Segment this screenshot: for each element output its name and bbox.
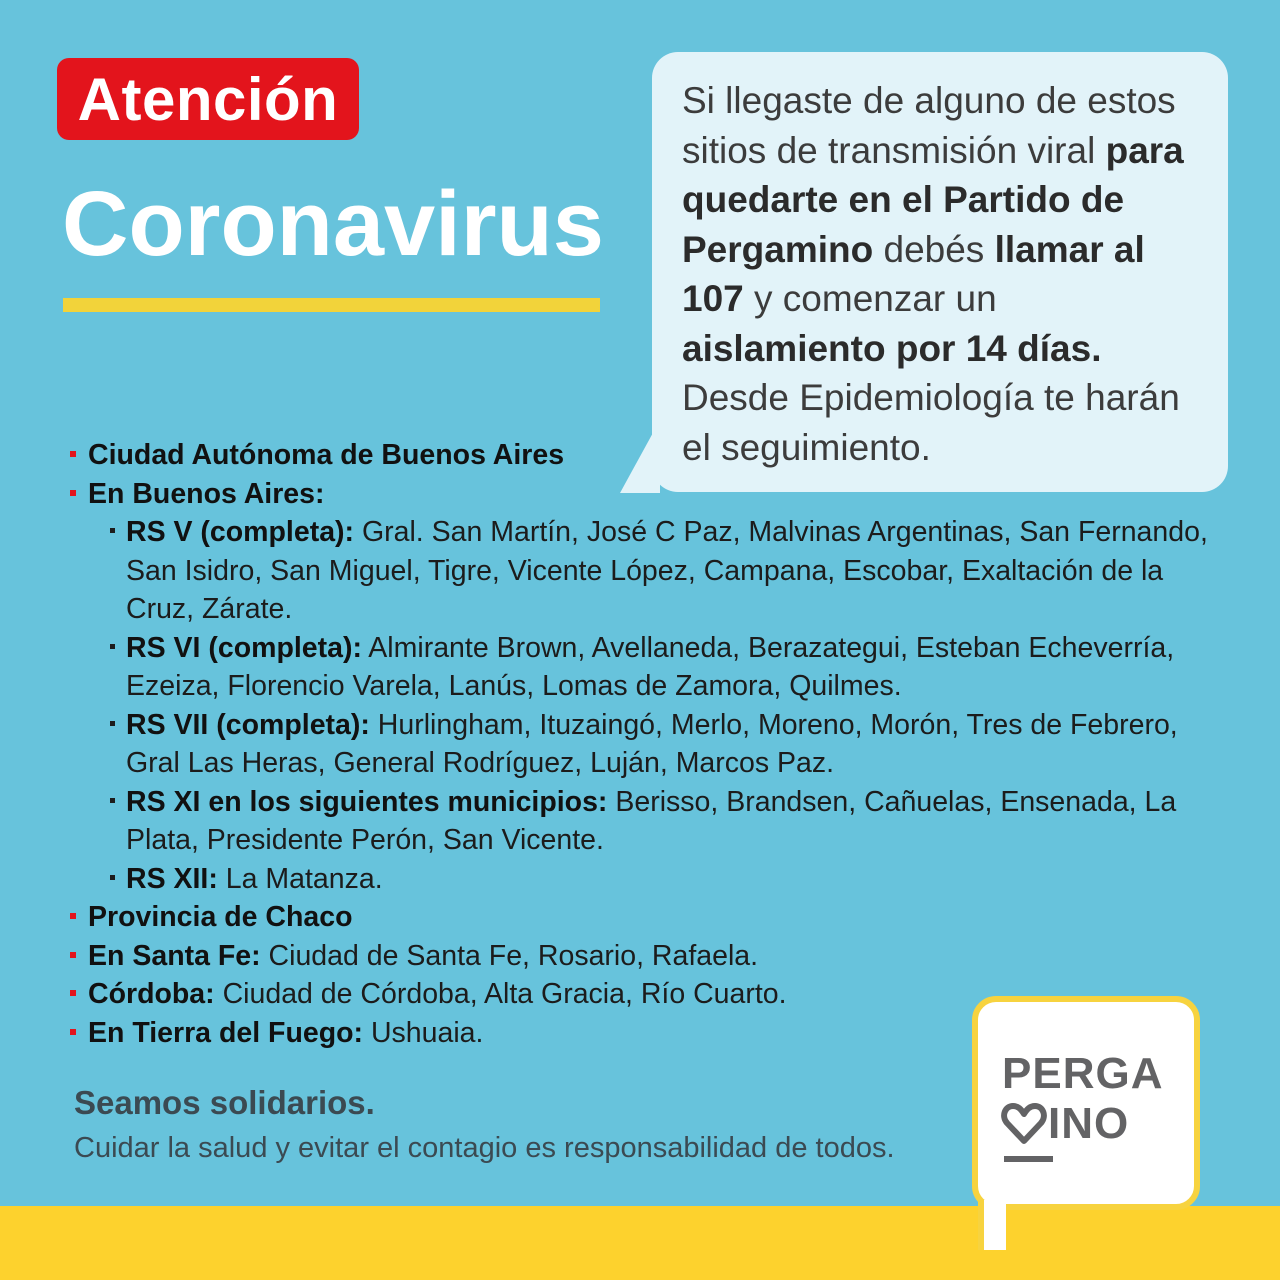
item-text: Almirante Brown, Avellaneda, Berazategui, Esteban Echeverría, Ezeiza, Florencio Varela, Lanús, Lomas de Zamora, Quilmes. (126, 631, 1175, 702)
item-text: Ushuaia. (363, 1016, 484, 1049)
sub-list-item (68, 513, 1218, 629)
logo-underline (1004, 1156, 1053, 1162)
title-underline (63, 298, 600, 312)
item-label: RS VII (completa): (126, 708, 370, 741)
footer-headline: Seamos solidarios. (74, 1084, 375, 1121)
bubble-text-2: para quedarte en el Partido de Pergamino (682, 129, 1184, 270)
footer-subline: Cuidar la salud y evitar el contagio es responsabilidad de todos. (74, 1132, 895, 1164)
logo-tail (978, 1200, 1006, 1250)
item-text: Ciudad de Santa Fe, Rosario, Rafaela. (260, 939, 759, 972)
list-item (68, 937, 1218, 976)
sub-list-item (68, 706, 1218, 783)
speech-bubble (652, 52, 1228, 492)
item-label: RS XI en los siguientes municipios: (126, 785, 608, 818)
logo-text-line1: PERGA (1002, 1049, 1164, 1098)
item-label: En Santa Fe: (88, 939, 261, 972)
logo-text-line2: INO (1048, 1099, 1130, 1148)
bottom-band (0, 1206, 1280, 1280)
list-item (68, 475, 1218, 514)
sub-list-item (68, 860, 1218, 899)
sub-list-item (68, 629, 1218, 706)
item-label: Córdoba: (88, 978, 215, 1010)
list-item (68, 436, 1218, 475)
item-label: En Tierra del Fuego: (88, 1016, 364, 1049)
page-title: Coronavirus (62, 173, 604, 275)
item-text: Hurlingham, Ituzaingó, Merlo, Moreno, Morón, Tres de Febrero, Gral Las Heras, General Rodríguez, Luján, Marcos Paz. (126, 708, 1178, 779)
bubble-text-3: debés (873, 228, 995, 270)
item-label: Ciudad Autónoma de Buenos Aires (88, 439, 565, 471)
bubble-text-4: llamar al 107 (682, 228, 1145, 319)
regions-list (68, 436, 1218, 1052)
bubble-text-1: Si llegaste de alguno de estos sitios de transmisión viral (682, 80, 1176, 171)
item-text: Ciudad de Córdoba, Alta Gracia, Río Cuarto. (214, 978, 787, 1010)
sub-list-item (68, 783, 1218, 860)
item-label: Provincia de Chaco (88, 901, 353, 933)
bubble-text-7: Desde Epidemiología te harán el seguimiento. (682, 377, 1180, 468)
item-label: En Buenos Aires: (88, 477, 325, 510)
bubble-text-6: aislamiento por 14 días. (682, 327, 1102, 369)
item-text: Berisso, Brandsen, Cañuelas, Ensenada, La Plata, Presidente Perón, San Vicente. (126, 785, 1177, 856)
item-label: RS VI (completa): (126, 631, 362, 664)
list-item (68, 898, 1218, 937)
heart-m-icon (1001, 1101, 1047, 1147)
attention-badge: Atención (57, 58, 359, 140)
bubble-text-5: y comenzar un (743, 278, 997, 319)
item-label: RS V (completa): (126, 516, 355, 548)
item-text: La Matanza. (217, 862, 383, 895)
item-text: Gral. San Martín, José C Paz, Malvinas Argentinas, San Fernando, San Isidro, San Miguel, Tigre, Vicente López, Campana, Escobar, Exaltación de la Cruz, Zárate. (126, 516, 1208, 625)
item-label: RS XII: (126, 862, 218, 895)
